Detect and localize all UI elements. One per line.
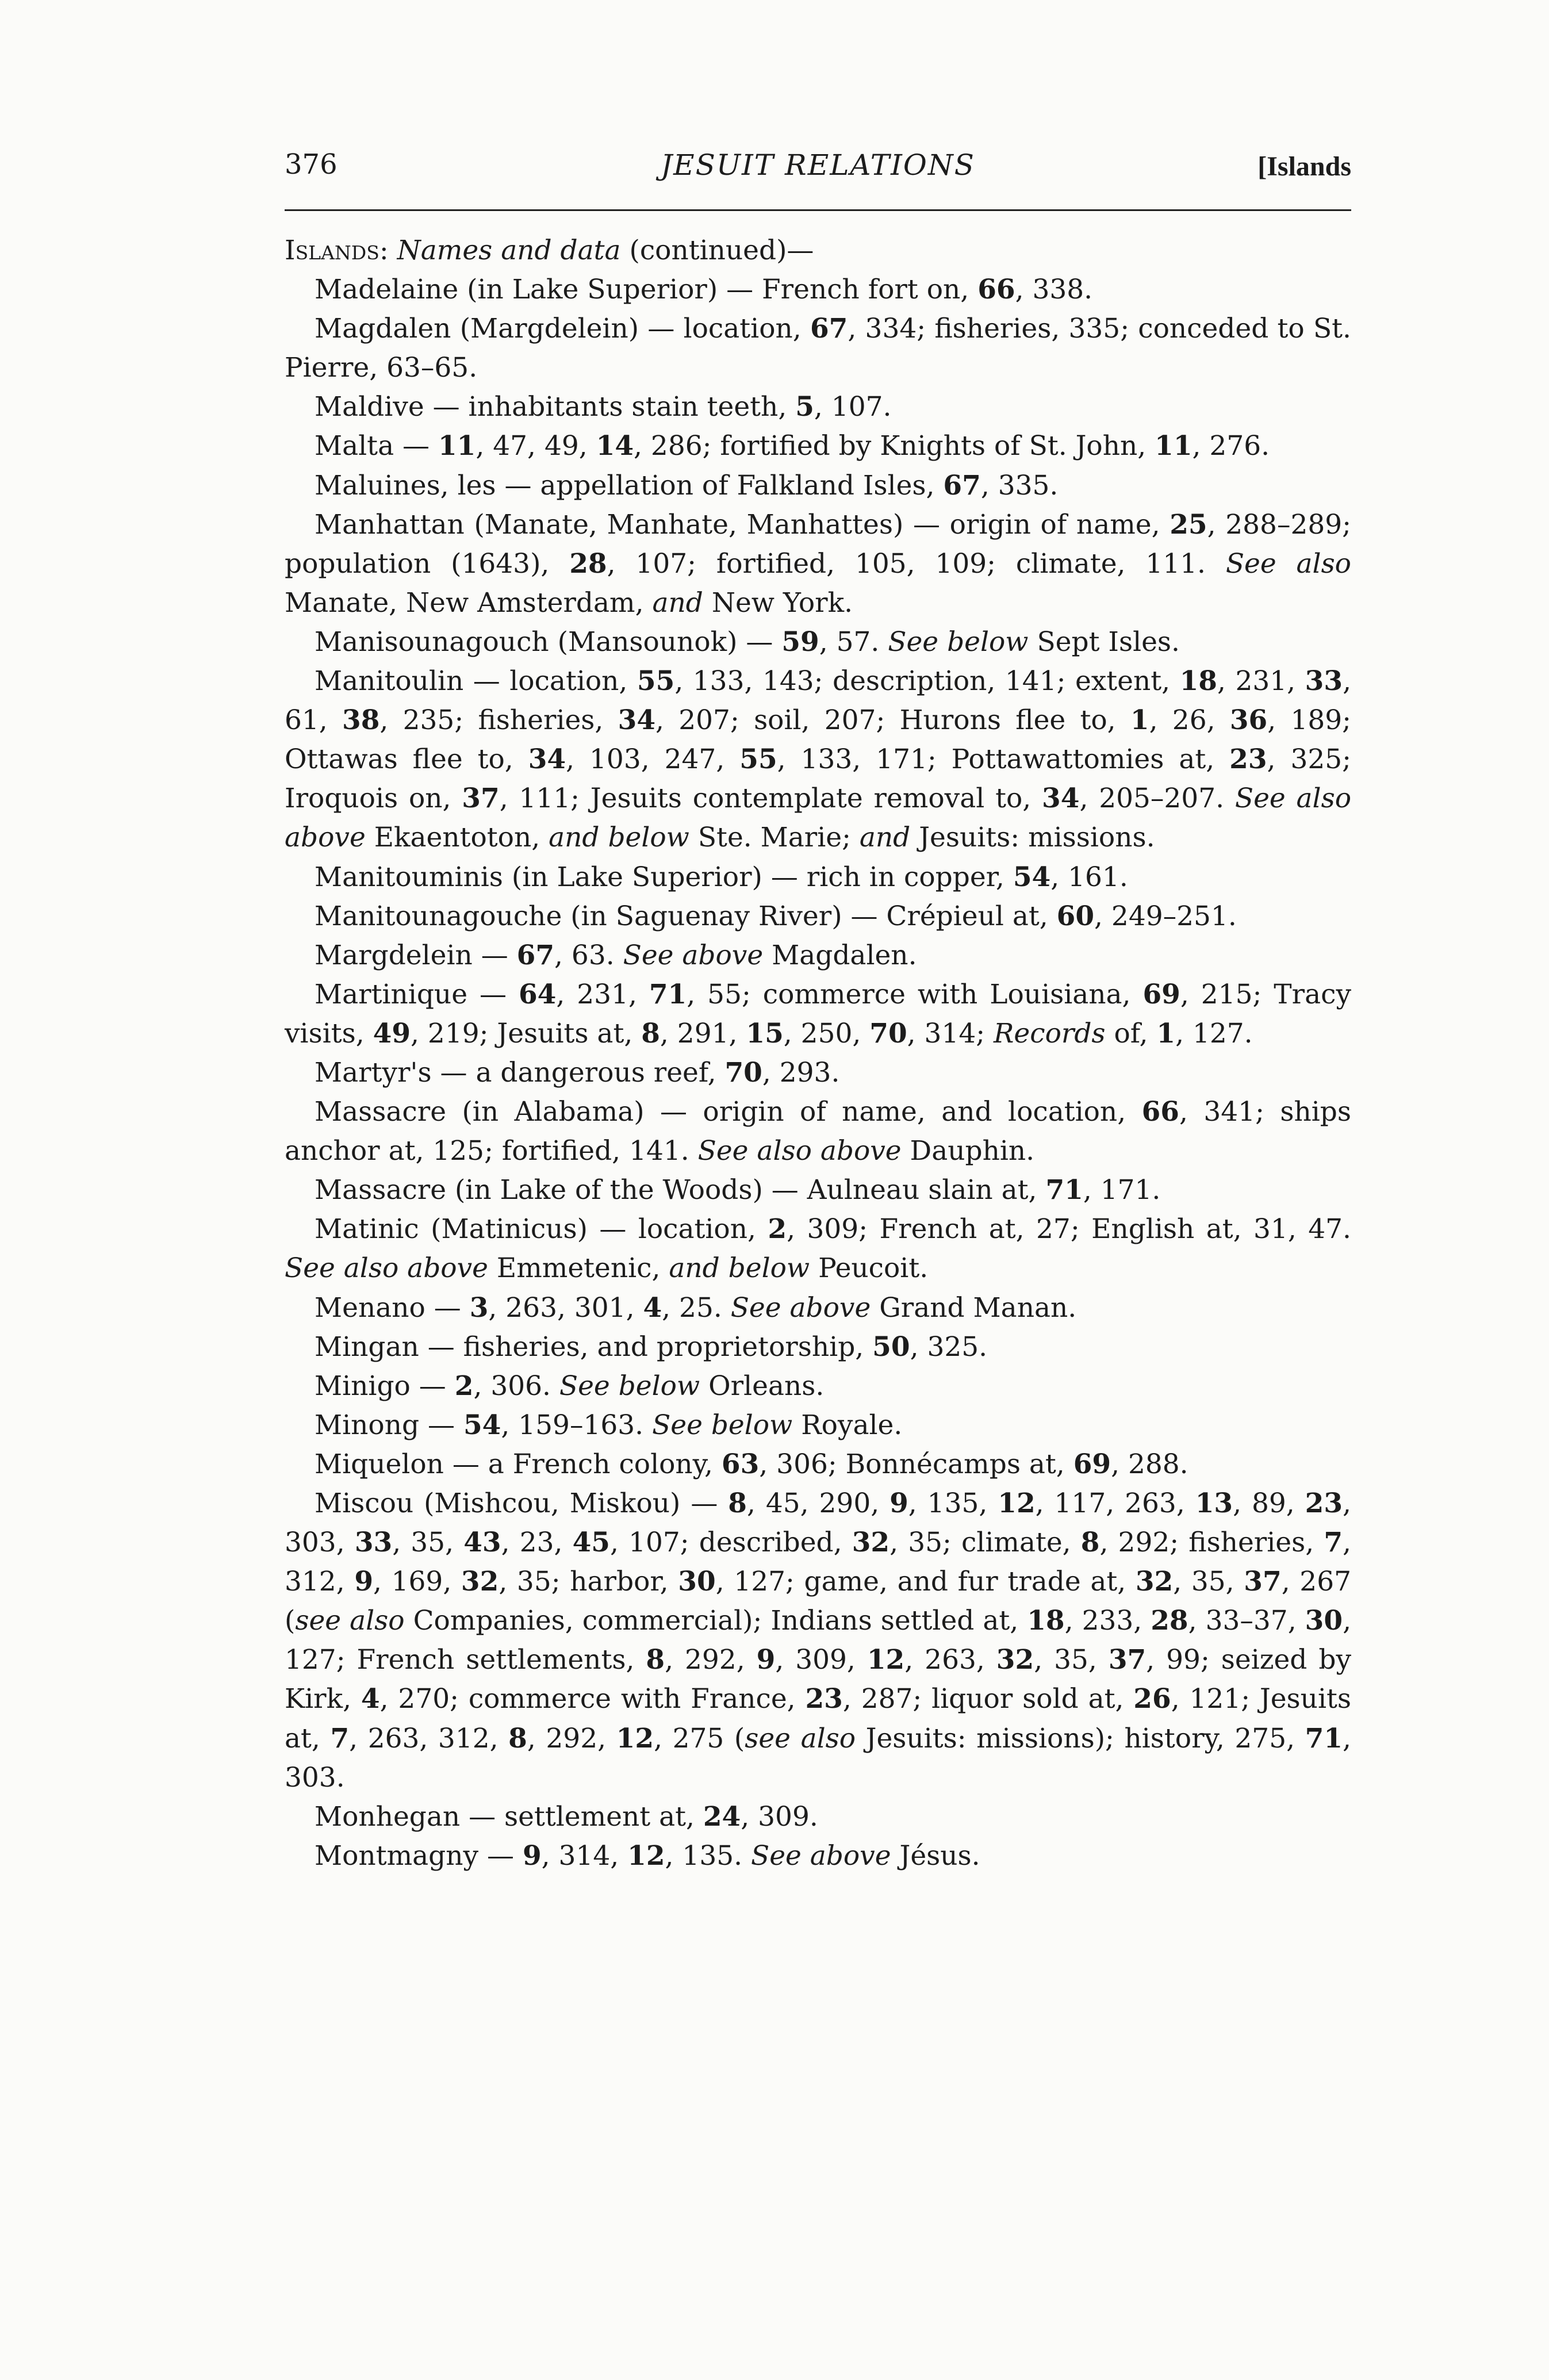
volume-number: 23 (1229, 743, 1267, 776)
entry-text: of, (1105, 1017, 1157, 1049)
volume-number: 30 (678, 1566, 716, 1598)
entry-text: Jésus. (891, 1839, 980, 1872)
entry-text: , 325; Iroquois on, (285, 743, 1351, 815)
volume-number: 71 (649, 978, 687, 1010)
volume-number: 70 (869, 1017, 907, 1049)
volume-number: 8 (646, 1644, 665, 1676)
entry-text: , 249–251. (1094, 900, 1237, 932)
entry-text: New York. (703, 587, 853, 619)
volume-number: 18 (1027, 1605, 1065, 1637)
index-entry (285, 270, 1351, 309)
entry-text: Massacre (in Alabama) — origin of name, and location, (315, 1096, 1142, 1128)
volume-number: 49 (373, 1017, 411, 1049)
volume-number: 28 (1151, 1605, 1188, 1637)
entry-text: Martyr's — a dangerous reef, (315, 1056, 725, 1089)
entry-text: Dauphin. (901, 1135, 1035, 1167)
entry-text: Minigo — (315, 1370, 455, 1402)
entry-text: , 306. (473, 1370, 559, 1402)
index-entry (285, 1798, 1351, 1837)
index-column (285, 231, 1351, 1876)
volume-number: 24 (703, 1800, 741, 1833)
volume-number: 55 (739, 743, 777, 776)
cross-reference: See above (623, 939, 764, 971)
entry-text: , 292; fisheries, (1099, 1527, 1324, 1559)
entry-text: , 171. (1083, 1174, 1161, 1206)
entry-text: Miscou (Mishcou, Miskou) — (315, 1488, 729, 1519)
entry-text: , 25. (662, 1291, 731, 1324)
volume-number: 28 (569, 547, 607, 580)
volume-number: 37 (1244, 1566, 1282, 1598)
entry-text: Matinic (Matinicus) — location, (315, 1213, 768, 1245)
entry-text: , 267 ( (285, 1566, 1351, 1637)
entry-text: , 107; fortified, 105, 109; climate, 111. (607, 547, 1226, 580)
entry-text: , 35; harbor, (499, 1566, 678, 1598)
entry-text: , 263, (904, 1644, 996, 1676)
entry-text: Orleans. (700, 1370, 825, 1402)
entry-text: , 309; French at, 27; English at, 31, 47. (787, 1213, 1351, 1245)
index-heading (285, 231, 1351, 270)
entry-text: Grand Manan. (871, 1291, 1077, 1324)
entry-text: Martinique — (315, 978, 519, 1010)
entry-text: , 135, (908, 1488, 998, 1519)
entry-text: Emmetenic, (488, 1252, 669, 1285)
index-entry (285, 388, 1351, 427)
volume-number: 64 (518, 978, 557, 1010)
entry-text: , 334; fisheries, 335; conceded to St. Pierre, 63–65. (285, 313, 1351, 384)
entry-text: , 276. (1192, 430, 1270, 462)
volume-number: 32 (996, 1644, 1034, 1676)
index-entry (285, 309, 1351, 388)
volume-number: 63 (721, 1448, 760, 1480)
entry-text: Miquelon — a French colony, (315, 1448, 722, 1480)
entry-text: Manisounagouch (Mansounok) — (315, 626, 782, 658)
entry-text: , 23, (501, 1527, 573, 1559)
entry-text: , 169, (373, 1566, 461, 1598)
index-entry (285, 466, 1351, 505)
volume-number: 37 (462, 783, 500, 815)
entry-text: Magdalen. (763, 939, 917, 971)
cross-reference: See above (730, 1291, 871, 1324)
index-entry (285, 505, 1351, 623)
volume-number: 25 (1170, 508, 1207, 541)
volume-number: 13 (1195, 1488, 1233, 1519)
volume-number: 67 (516, 939, 555, 971)
entry-text: , 107; described, (610, 1527, 852, 1559)
entry-text: , 189; Ottawas flee to, (285, 704, 1351, 776)
volume-number: 26 (1133, 1683, 1171, 1715)
volume-number: 12 (616, 1722, 654, 1754)
entry-text: Malta — (315, 430, 438, 462)
entry-text: , 127. (1175, 1017, 1253, 1049)
entry-text: , 219; Jesuits at, (411, 1017, 642, 1049)
volume-number: 9 (756, 1644, 776, 1676)
entry-text: , 45, 290, (746, 1488, 890, 1519)
entry-text: Monhegan — settlement at, (315, 1800, 703, 1833)
index-entry (285, 1210, 1351, 1288)
cross-reference: See also above (285, 1252, 488, 1285)
entry-text: , 35, (392, 1527, 464, 1559)
entry-text: Jesuits: missions); history, 275, (856, 1722, 1305, 1754)
entry-text: , 288–289; population (1643), (285, 508, 1351, 580)
entry-text: , 312, (285, 1527, 1351, 1598)
entry-text: , 103, 247, (566, 743, 740, 776)
volume-number: 14 (596, 430, 634, 462)
volume-number: 3 (469, 1291, 489, 1324)
index-entry (285, 1445, 1351, 1484)
entry-text: , 63. (554, 939, 623, 971)
volume-number: 54 (1013, 861, 1051, 893)
index-entry (285, 427, 1351, 466)
entry-text: , 306; Bonnécamps at, (759, 1448, 1073, 1480)
volume-number: 71 (1045, 1174, 1083, 1206)
volume-number: 32 (852, 1527, 890, 1559)
volume-number: 2 (454, 1370, 474, 1402)
entry-text: , 341; ships anchor at, 125; fortified, 141. (285, 1096, 1351, 1167)
entry-text: , 286; fortified by Knights of St. John, (634, 430, 1155, 462)
volume-number: 59 (781, 626, 819, 658)
volume-number: 8 (508, 1722, 527, 1754)
volume-number: 8 (728, 1488, 747, 1519)
volume-number: 66 (977, 274, 1015, 306)
volume-number: 4 (643, 1291, 662, 1324)
volume-number: 12 (866, 1644, 905, 1676)
entry-text: Montmagny — (315, 1839, 523, 1872)
entry-text: Jesuits: missions. (910, 822, 1155, 854)
index-entry (285, 1837, 1351, 1876)
entry-text: , 293. (762, 1056, 840, 1089)
entry-text: , 335. (980, 469, 1059, 501)
volume-number: 11 (438, 430, 476, 462)
entry-text: , 303, (285, 1488, 1351, 1559)
volume-number: 4 (361, 1683, 380, 1715)
cross-reference: See also above (285, 783, 1351, 854)
entry-text: Companies, commercial); Indians settled at, (404, 1605, 1027, 1637)
volume-number: 50 (872, 1331, 910, 1363)
entry-text: , 111; Jesuits contemplate removal to, (499, 783, 1042, 815)
entry-text: , 33–37, (1188, 1605, 1305, 1637)
entry-text: Sept Isles. (1028, 626, 1180, 658)
entry-text: , 117, 263, (1035, 1488, 1195, 1519)
index-entry (285, 1171, 1351, 1210)
index-entries (285, 270, 1351, 1876)
index-entry (285, 858, 1351, 897)
volume-number: 7 (1324, 1527, 1343, 1559)
entry-text: Massacre (in Lake of the Woods) — Aulneau slain at, (315, 1174, 1046, 1206)
entry-text: , 127; game, and fur trade at, (715, 1566, 1136, 1598)
entry-text: , 338. (1015, 274, 1093, 306)
entry-text: , 57. (819, 626, 888, 658)
entry-text: , 107. (814, 391, 892, 423)
volume-number: 7 (330, 1722, 350, 1754)
entry-text: Ekaentoton, (365, 822, 549, 854)
heading-colon: : (379, 235, 397, 266)
entry-text: Royale. (792, 1409, 903, 1441)
cross-reference: Records (994, 1017, 1106, 1049)
volume-number: 36 (1229, 704, 1268, 737)
entry-text: , 55; commerce with Louisiana, (687, 978, 1143, 1010)
volume-number: 38 (342, 704, 380, 737)
entry-text: , 61, (285, 665, 1352, 737)
volume-number: 32 (1135, 1566, 1174, 1598)
header-rule (285, 209, 1351, 211)
volume-number: 69 (1073, 1448, 1111, 1480)
volume-number: 5 (795, 391, 814, 423)
entry-text: , 309. (741, 1800, 818, 1833)
page-header (285, 148, 1351, 197)
volume-number: 32 (461, 1566, 499, 1598)
entry-text: Magdalen (Margdelein) — location, (315, 313, 810, 345)
volume-number: 55 (637, 665, 675, 697)
volume-number: 33 (354, 1527, 393, 1559)
entry-text: , 231, (1217, 665, 1305, 697)
volume-number: 34 (618, 704, 656, 737)
entry-text: Manitouminis (in Lake Superior) — rich in copper, (315, 861, 1013, 893)
cross-reference: See below (559, 1370, 700, 1402)
entry-text: , 292, (527, 1722, 616, 1754)
index-entry (285, 897, 1351, 936)
entry-text: Mingan — fisheries, and proprietorship, (315, 1331, 873, 1363)
page-number: 376 (285, 148, 338, 181)
volume-number: 18 (1179, 665, 1218, 697)
entry-text: Manitoulin — location, (315, 665, 637, 697)
cross-reference: and below (669, 1252, 810, 1285)
entry-text: , 325. (910, 1331, 988, 1363)
entry-text: , 161. (1050, 861, 1128, 893)
entry-text: , 314; (907, 1017, 994, 1049)
entry-text: , 89, (1233, 1488, 1305, 1519)
index-entry (285, 1328, 1351, 1367)
section-mark: [Islands (1257, 151, 1351, 182)
heading-smallcaps: Islands (285, 235, 379, 266)
entry-text: Manhattan (Manate, Manhate, Manhattes) — origin of name, (315, 508, 1170, 541)
entry-text: Ste. Marie; (689, 822, 860, 854)
entry-text: , 215; Tracy visits, (285, 978, 1351, 1049)
entry-text: , 292, (665, 1644, 757, 1676)
volume-number: 33 (1305, 665, 1343, 697)
entry-text: , 121; Jesuits at, (285, 1683, 1351, 1754)
entry-text: , 270; commerce with France, (379, 1683, 806, 1715)
index-entry (285, 1367, 1351, 1406)
entry-text: , 133, 171; Pottawattomies at, (777, 743, 1230, 776)
volume-number: 8 (641, 1017, 660, 1049)
volume-number: 11 (1155, 430, 1193, 462)
volume-number: 71 (1305, 1722, 1343, 1754)
volume-number: 66 (1141, 1096, 1179, 1128)
entry-text: , 159–163. (501, 1409, 653, 1441)
index-entry (285, 1289, 1351, 1328)
cross-reference: See below (888, 626, 1029, 658)
entry-text: Margdelein — (315, 939, 517, 971)
volume-number: 45 (572, 1527, 610, 1559)
entry-text: , 35, (1034, 1644, 1109, 1676)
entry-text: , 303. (285, 1722, 1351, 1793)
volume-number: 70 (724, 1056, 762, 1089)
index-entry (285, 1053, 1351, 1093)
cross-reference: see also (745, 1722, 856, 1754)
cross-reference: See below (652, 1409, 793, 1441)
volume-number: 1 (1156, 1017, 1176, 1049)
cross-reference: see also (295, 1605, 405, 1637)
entry-text: , 231, (556, 978, 649, 1010)
entry-text: , 127; French settlements, (285, 1605, 1352, 1676)
volume-number: 1 (1130, 704, 1149, 737)
entry-text: Maldive — inhabitants stain teeth, (315, 391, 796, 423)
volume-number: 67 (943, 469, 981, 501)
running-title: JESUIT RELATIONS (661, 148, 975, 182)
volume-number: 67 (810, 313, 848, 345)
volume-number: 43 (463, 1527, 501, 1559)
entry-text: , 263, 301, (488, 1291, 643, 1324)
entry-text: , 99; seized by Kirk, (285, 1644, 1351, 1715)
volume-number: 37 (1108, 1644, 1147, 1676)
index-entry (285, 1484, 1351, 1798)
index-entry (285, 662, 1351, 857)
entry-text: , 205–207. (1079, 783, 1235, 815)
entry-text: Minong — (315, 1409, 463, 1441)
cross-reference: and (652, 587, 703, 619)
volume-number: 23 (1305, 1488, 1343, 1519)
cross-reference: and (859, 822, 911, 854)
cross-reference: See also above (697, 1135, 902, 1167)
entry-text: , 288. (1111, 1448, 1188, 1480)
volume-number: 15 (746, 1017, 784, 1049)
volume-number: 54 (463, 1409, 501, 1441)
entry-text: , 250, (783, 1017, 870, 1049)
entry-text: , 35; climate, (889, 1527, 1081, 1559)
volume-number: 34 (1042, 783, 1080, 815)
entry-text: , 47, 49, (476, 430, 596, 462)
cross-reference: See above (751, 1839, 891, 1872)
entry-text: Manitounagouche (in Saguenay River) — Crépieul at, (315, 900, 1057, 932)
volume-number: 2 (768, 1213, 787, 1245)
entry-text: Manate, New Amsterdam, (285, 587, 653, 619)
entry-text: , 263, 312, (349, 1722, 509, 1754)
volume-number: 12 (998, 1488, 1036, 1519)
volume-number: 9 (522, 1839, 542, 1872)
entry-text: , 235; fisheries, (379, 704, 618, 737)
volume-number: 69 (1142, 978, 1180, 1010)
entry-text: , 133, 143; description, 141; extent, (674, 665, 1180, 697)
entry-text: , 309, (775, 1644, 867, 1676)
entry-text: , 35, (1173, 1566, 1244, 1598)
entry-text: Menano — (315, 1291, 470, 1324)
heading-italic: Names and data (397, 235, 621, 266)
entry-text: Madelaine (in Lake Superior) — French fort on, (315, 274, 978, 306)
entry-text: , 287; liquor sold at, (842, 1683, 1134, 1715)
volume-number: 30 (1305, 1605, 1343, 1637)
entry-text: , 233, (1064, 1605, 1151, 1637)
entry-text: Peucoit. (810, 1252, 929, 1285)
entry-text: , 207; soil, 207; Hurons flee to, (655, 704, 1130, 737)
entry-text: , 275 ( (654, 1722, 745, 1754)
volume-number: 23 (805, 1683, 843, 1715)
volume-number: 9 (889, 1488, 908, 1519)
volume-number: 9 (354, 1566, 374, 1598)
entry-text: Maluines, les — appellation of Falkland Isles, (315, 469, 944, 501)
volume-number: 12 (627, 1839, 665, 1872)
index-entry (285, 975, 1351, 1053)
entry-text: , 26, (1149, 704, 1230, 737)
entry-text: , 135. (665, 1839, 752, 1872)
volume-number: 34 (528, 743, 566, 776)
cross-reference: and below (549, 822, 689, 854)
heading-rest: (continued)— (620, 235, 814, 266)
entry-text: , 291, (660, 1017, 746, 1049)
index-entry (285, 1406, 1351, 1445)
volume-number: 60 (1056, 900, 1095, 932)
index-entry (285, 623, 1351, 662)
entry-text: , 314, (541, 1839, 628, 1872)
cross-reference: See also (1225, 547, 1351, 580)
index-entry (285, 1093, 1351, 1171)
volume-number: 8 (1080, 1527, 1100, 1559)
index-entry (285, 936, 1351, 975)
